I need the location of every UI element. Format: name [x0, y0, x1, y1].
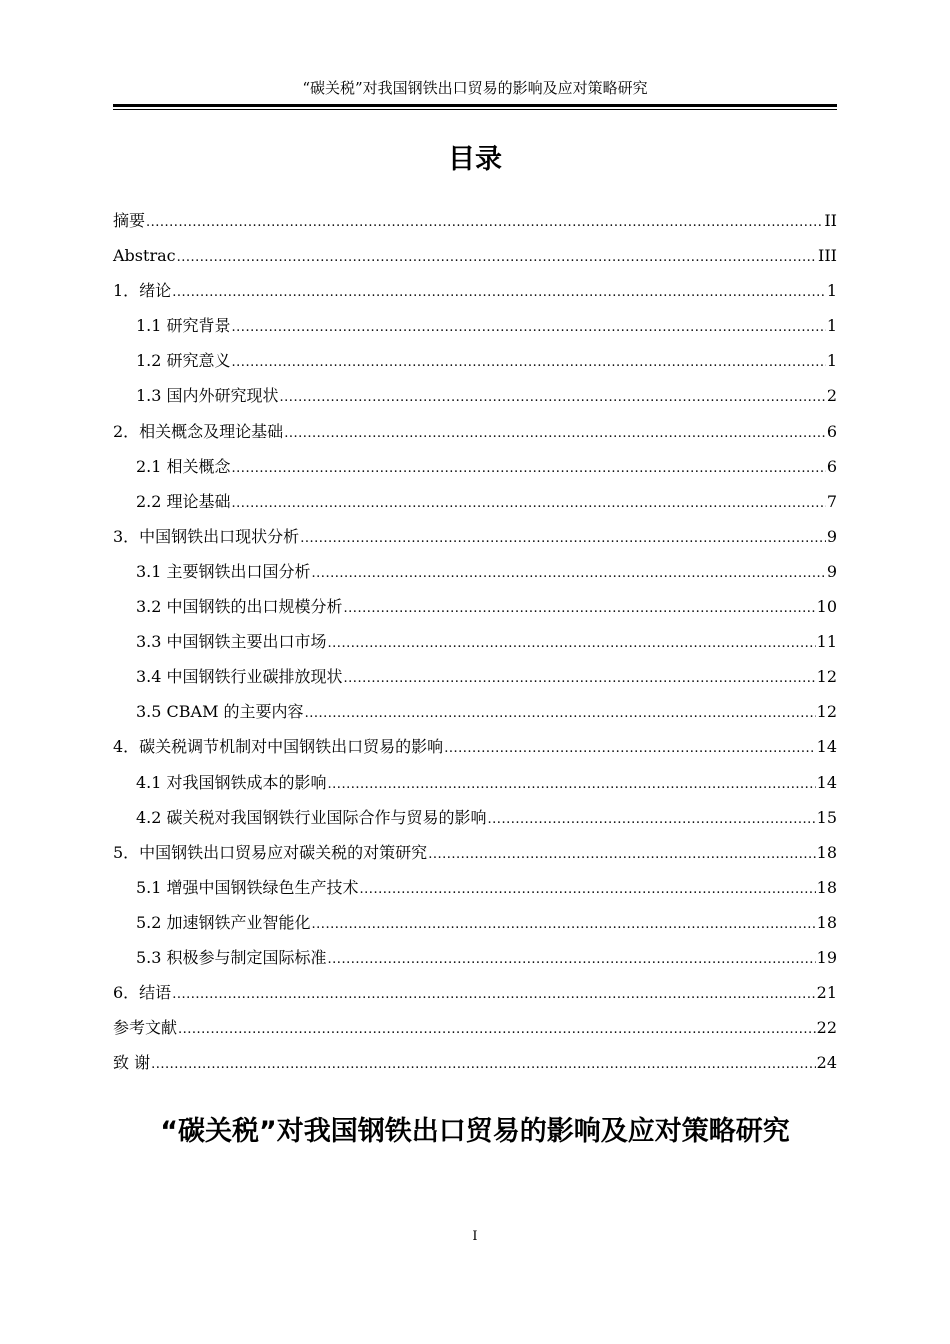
- toc-entry-page: 14: [816, 772, 837, 792]
- toc-entry-page: 7: [826, 491, 837, 511]
- toc-entry-label: 1.2 研究意义: [136, 351, 231, 371]
- toc-entry-page: 9: [826, 526, 837, 546]
- toc-entry-label: 3.5 CBAM 的主要内容: [136, 702, 304, 722]
- running-header: “碳关税”对我国钢铁出口贸易的影响及应对策略研究: [302, 79, 648, 97]
- toc-entry-label: 4.2 碳关税对我国钢铁行业国际合作与贸易的影响: [136, 807, 487, 827]
- toc-entry-page: 6: [826, 421, 837, 441]
- toc-entry-page: 2: [826, 386, 837, 406]
- toc-entry-page: 11: [816, 632, 837, 652]
- toc-entry-label: 3.3 中国钢铁主要出口市场: [136, 632, 327, 652]
- toc-dot-leader: [177, 240, 817, 275]
- toc-entry-page: 18: [816, 842, 837, 862]
- toc-dot-leader: [360, 872, 816, 907]
- toc-entry-page: 9: [826, 561, 837, 581]
- paper-title: “碳关税”对我国钢铁出口贸易的影响及应对策略研究: [160, 1116, 790, 1147]
- toc-entry-label: 3.2 中国钢铁的出口规模分析: [136, 597, 343, 617]
- toc-entry[interactable]: [113, 694, 837, 729]
- toc-dot-leader: [488, 802, 816, 837]
- toc-entry-page: 14: [816, 737, 837, 757]
- page-number: I: [472, 1229, 478, 1244]
- toc-entry-page: 18: [816, 912, 837, 932]
- toc-entry-label: 2．相关概念及理论基础: [113, 421, 284, 441]
- toc-entry[interactable]: [113, 624, 837, 659]
- toc-dot-leader: [312, 556, 826, 591]
- toc-entry-label: Abstrac: [113, 246, 176, 266]
- toc-entry-page: II: [824, 211, 837, 230]
- toc-entry-label: 摘要: [113, 211, 146, 230]
- toc-entry-page: 12: [816, 667, 837, 687]
- toc-dot-leader: [232, 345, 826, 380]
- toc-entry-label: 参考文献: [113, 1018, 178, 1038]
- toc-entry-label: 4.1 对我国钢铁成本的影响: [136, 772, 327, 792]
- toc-entry[interactable]: [113, 589, 837, 624]
- toc-entry[interactable]: [113, 378, 837, 413]
- table-of-contents: [113, 203, 837, 1080]
- toc-entry[interactable]: [113, 765, 837, 800]
- toc-entry-label: 1．绪论: [113, 281, 172, 301]
- toc-entry[interactable]: [113, 905, 837, 940]
- toc-dot-leader: [232, 451, 826, 486]
- toc-entry[interactable]: [113, 449, 837, 484]
- toc-entry[interactable]: [113, 414, 837, 449]
- toc-entry[interactable]: [113, 519, 837, 554]
- toc-entry-label: 2.1 相关概念: [136, 456, 231, 476]
- toc-entry-page: 10: [816, 597, 837, 617]
- toc-dot-leader: [172, 977, 815, 1012]
- toc-dot-leader: [232, 486, 826, 521]
- toc-entry-label: 6．结语: [113, 983, 172, 1003]
- toc-entry[interactable]: [113, 870, 837, 905]
- toc-entry[interactable]: [113, 659, 837, 694]
- toc-entry-page: 6: [826, 456, 837, 476]
- toc-entry[interactable]: [113, 1010, 837, 1045]
- header-rule: [113, 104, 837, 107]
- toc-entry-label: 1.1 研究背景: [136, 316, 231, 336]
- toc-entry[interactable]: [113, 554, 837, 589]
- toc-entry[interactable]: [113, 308, 837, 343]
- toc-entry[interactable]: [113, 835, 837, 870]
- toc-dot-leader: [444, 731, 815, 766]
- toc-dot-leader: [344, 591, 816, 626]
- toc-dot-leader: [300, 521, 826, 556]
- toc-dot-leader: [178, 1012, 816, 1047]
- toc-entry-page: 1: [826, 316, 837, 336]
- toc-entry-page: 1: [826, 281, 837, 301]
- toc-entry-label: 1.3 国内外研究现状: [136, 386, 279, 406]
- toc-title: 目录: [448, 144, 502, 175]
- toc-dot-leader: [305, 696, 816, 731]
- toc-entry-page: 18: [816, 877, 837, 897]
- toc-entry-label: 3.1 主要钢铁出口国分析: [136, 561, 311, 581]
- toc-dot-leader: [284, 416, 826, 451]
- toc-entry-label: 5．中国钢铁出口贸易应对碳关税的对策研究: [113, 842, 428, 862]
- toc-dot-leader: [328, 942, 816, 977]
- toc-entry[interactable]: [113, 1045, 837, 1080]
- toc-entry[interactable]: [113, 729, 837, 764]
- toc-entry-label: 3．中国钢铁出口现状分析: [113, 526, 300, 546]
- toc-entry-page: 19: [816, 947, 837, 967]
- toc-entry-label: 5.1 增强中国钢铁绿色生产技术: [136, 877, 359, 897]
- toc-entry[interactable]: [113, 203, 837, 238]
- toc-dot-leader: [328, 626, 816, 661]
- toc-entry[interactable]: [113, 975, 837, 1010]
- toc-entry[interactable]: [113, 343, 837, 378]
- toc-entry-page: 12: [816, 702, 837, 722]
- toc-entry-page: 24: [816, 1053, 837, 1073]
- toc-entry-page: III: [818, 246, 837, 266]
- toc-entry[interactable]: [113, 238, 837, 273]
- toc-entry-page: 1: [826, 351, 837, 371]
- toc-dot-leader: [328, 767, 816, 802]
- toc-entry-label: 3.4 中国钢铁行业碳排放现状: [136, 667, 343, 687]
- toc-entry[interactable]: [113, 940, 837, 975]
- toc-dot-leader: [280, 380, 826, 415]
- toc-entry-label: 5.3 积极参与制定国际标准: [136, 947, 327, 967]
- toc-entry-label: 致 谢: [113, 1053, 151, 1073]
- toc-entry[interactable]: [113, 800, 837, 835]
- toc-entry-label: 5.2 加速钢铁产业智能化: [136, 912, 311, 932]
- toc-dot-leader: [146, 205, 823, 240]
- toc-dot-leader: [428, 837, 815, 872]
- toc-entry-label: 4．碳关税调节机制对中国钢铁出口贸易的影响: [113, 737, 444, 757]
- toc-dot-leader: [232, 310, 826, 345]
- toc-entry[interactable]: [113, 273, 837, 308]
- toc-dot-leader: [151, 1047, 816, 1082]
- toc-entry[interactable]: [113, 484, 837, 519]
- toc-entry-label: 2.2 理论基础: [136, 491, 231, 511]
- toc-entry-page: 15: [816, 807, 837, 827]
- toc-dot-leader: [312, 907, 816, 942]
- toc-entry-page: 21: [816, 983, 837, 1003]
- toc-entry-page: 22: [816, 1018, 837, 1038]
- header-rule-thin: [113, 109, 837, 110]
- toc-dot-leader: [172, 275, 826, 310]
- toc-dot-leader: [344, 661, 816, 696]
